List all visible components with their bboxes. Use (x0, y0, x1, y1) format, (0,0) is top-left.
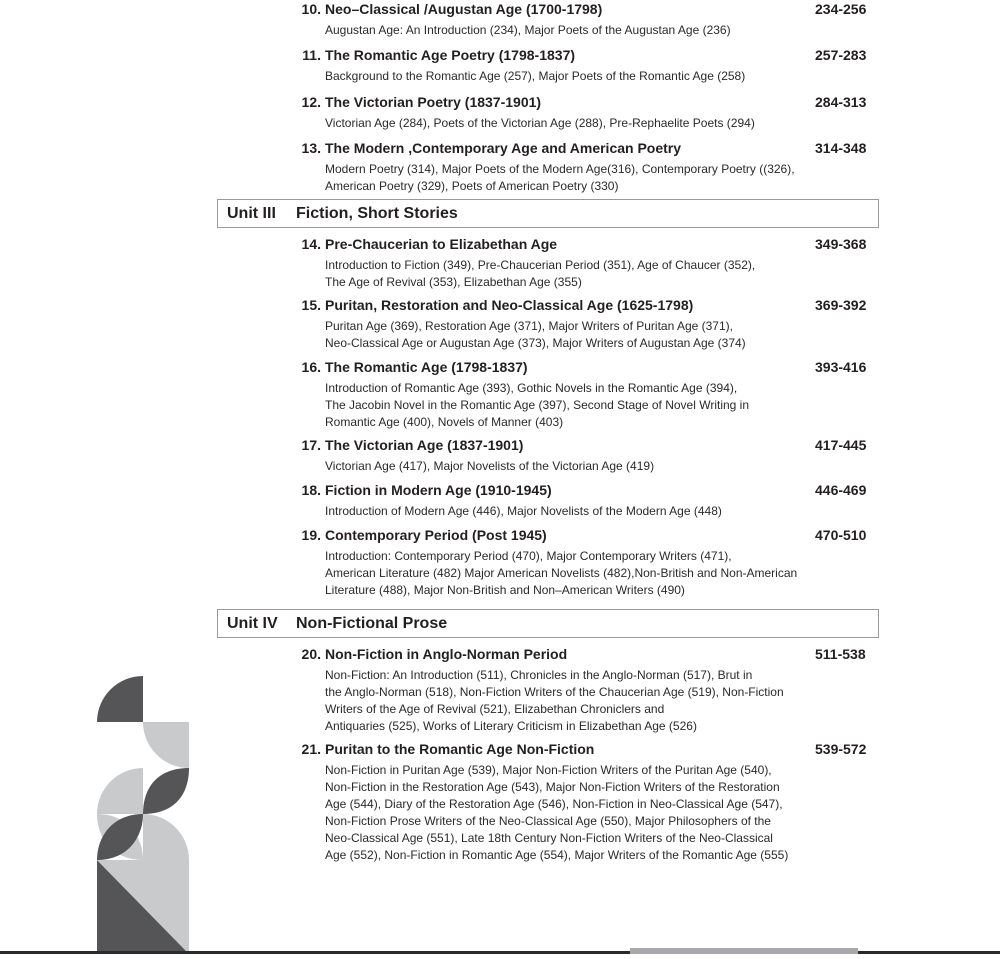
entry-description: Introduction of Romantic Age (393), Gothic Novels in the Romantic Age (394), The Jacobin Novel in the Romantic Age (397), Second Stage of Novel Writing in Romantic Age (400), Novels of Manner (403) (325, 381, 750, 429)
entry-number: 15. (301, 297, 321, 313)
entry-pages: 349-368 (815, 236, 867, 252)
entry-title: Non-Fiction in Anglo-Norman Period (325, 646, 568, 662)
toc-entry-19[interactable] (295, 527, 885, 599)
entry-pages: 417-445 (815, 437, 867, 453)
entry-number: 13. (301, 140, 321, 156)
unit-heading-iii[interactable] (217, 199, 879, 228)
entry-description: Background to the Romantic Age (257), Major Poets of the Romantic Age (258) (325, 69, 746, 83)
entry-pages: 393-416 (815, 359, 867, 375)
entry-title: The Romantic Age Poetry (1798-1837) (325, 47, 576, 63)
ornament-light-quarter (143, 722, 189, 768)
entry-title: The Modern ,Contemporary Age and American Poetry (325, 140, 682, 156)
entry-title: Fiction in Modern Age (1910-1945) (325, 482, 552, 498)
toc-entry-20[interactable] (295, 646, 885, 735)
toc-entry-21[interactable] (295, 741, 885, 864)
entry-description: Victorian Age (417), Major Novelists of the Victorian Age (419) (325, 459, 655, 473)
entry-number: 20. (301, 646, 321, 662)
entry-number: 18. (301, 482, 321, 498)
unit-title: Fiction, Short Stories (296, 205, 458, 222)
toc-entry-11[interactable] (295, 47, 885, 85)
entry-number: 16. (301, 359, 321, 375)
unit-heading-iv[interactable] (217, 609, 879, 638)
entry-pages: 446-469 (815, 482, 867, 498)
entry-number: 21. (301, 741, 321, 757)
entry-description: Introduction: Contemporary Period (470), Major Contemporary Writers (471), American Literature (482) Major American Novelists (482),Non-British and Non-American Literature (488), Major Non-British and Non–American Writers (490) (325, 549, 798, 597)
entry-pages: 314-348 (815, 140, 867, 156)
entry-number: 14. (301, 236, 321, 252)
toc-entry-10[interactable] (295, 1, 885, 39)
ornament-light-quarter-2 (143, 814, 189, 860)
entry-title: Contemporary Period (Post 1945) (325, 527, 547, 543)
entry-description: Introduction to Fiction (349), Pre-Chaucerian Period (351), Age of Chaucer (352), The Age of Revival (353), Elizabethan Age (355) (325, 258, 756, 289)
entry-number: 19. (301, 527, 321, 543)
ornament-light-half (97, 768, 143, 814)
entry-pages: 284-313 (815, 94, 867, 110)
entry-description: Introduction of Modern Age (446), Major Novelists of the Modern Age (448) (325, 504, 722, 518)
entry-title: Neo–Classical /Augustan Age (1700-1798) (325, 1, 603, 17)
entry-description: Victorian Age (284), Poets of the Victorian Age (288), Pre-Rephaelite Poets (294) (325, 116, 755, 130)
entry-number: 10. (301, 1, 321, 17)
toc-entry-13[interactable] (295, 140, 885, 195)
entry-title: The Romantic Age (1798-1837) (325, 359, 528, 375)
toc-entry-16[interactable] (295, 359, 885, 431)
entry-pages: 369-392 (815, 297, 867, 313)
decorative-ornament (97, 676, 189, 954)
entry-title: Puritan, Restoration and Neo-Classical Age (1625-1798) (325, 297, 694, 313)
unit-label: Unit IV (227, 615, 278, 632)
entry-number: 17. (301, 437, 321, 453)
entry-description: Non-Fiction: An Introduction (511), Chronicles in the Anglo-Norman (517), Brut in the Anglo-Norman (518), Non-Fiction Writers of the Chaucerian Age (519), Non-Fiction Writers of the Age of Revival (521), Elizabethan Chroniclers and Antiquaries (525), Works of Literary Criticism in Elizabethan Age (526) (325, 668, 784, 733)
toc-entry-14[interactable] (295, 236, 885, 291)
entry-number: 12. (301, 94, 321, 110)
entry-description: Augustan Age: An Introduction (234), Major Poets of the Augustan Age (236) (325, 23, 731, 37)
unit-label: Unit III (227, 205, 276, 222)
entry-title: Puritan to the Romantic Age Non-Fiction (325, 741, 595, 757)
toc-entry-15[interactable] (295, 297, 885, 352)
entry-title: Pre-Chaucerian to Elizabethan Age (325, 236, 558, 252)
toc-entry-17[interactable] (295, 437, 885, 475)
entry-pages: 470-510 (815, 527, 867, 543)
entry-description: Modern Poetry (314), Major Poets of the Modern Age(316), Contemporary Poetry ((326), American Poetry (329), Poets of American Poetry (330) (325, 162, 795, 193)
unit-title: Non-Fictional Prose (296, 615, 448, 632)
ornament-dark-leaf (143, 768, 189, 814)
entry-title: The Victorian Age (1837-1901) (325, 437, 524, 453)
entry-pages: 257-283 (815, 47, 867, 63)
entry-pages: 539-572 (815, 741, 867, 757)
entry-number: 11. (302, 47, 321, 63)
entry-title: The Victorian Poetry (1837-1901) (325, 94, 542, 110)
toc-entry-18[interactable] (295, 482, 885, 520)
page-bottom-tab (630, 948, 858, 954)
ornament-dark-quarter (97, 676, 143, 722)
entry-pages: 234-256 (815, 1, 867, 17)
entry-description: Non-Fiction in Puritan Age (539), Major Non-Fiction Writers of the Puritan Age (540), Non-Fiction in the Restoration Age (543), Major Non-Fiction Writers of the Restoration Age (544), Diary of the Restoration Age (546), Non-Fiction in Neo-Classical Age (547), Non-Fiction Prose Writers of the Neo-Classical Age (550), Major Philosophers of the Neo-Classical Age (551), Late 18th Century Non-Fiction Writers of the Neo-Classical Age (552), Non-Fiction in Romantic Age (554), Major Writers of the Romantic Age (555) (325, 763, 789, 862)
entry-pages: 511-538 (815, 646, 866, 662)
entry-description: Puritan Age (369), Restoration Age (371), Major Writers of Puritan Age (371), Neo-Classical Age or Augustan Age (373), Major Writers of Augustan Age (374) (325, 319, 746, 350)
toc-entry-12[interactable] (295, 94, 885, 132)
